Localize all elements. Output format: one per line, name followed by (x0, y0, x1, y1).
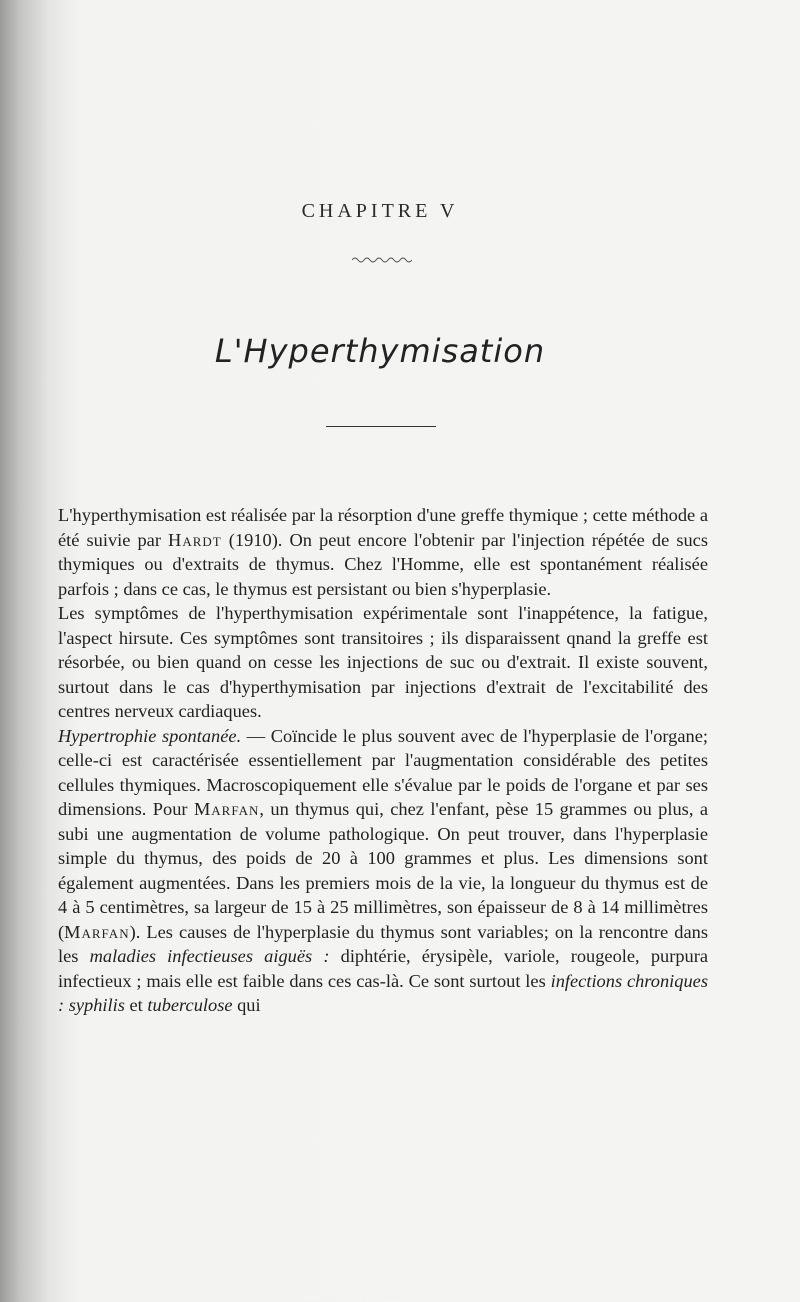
paragraph (58, 724, 708, 1018)
chapter-title: L'Hyperthymisation (214, 332, 546, 370)
text-segment: Hypertrophie spontanée. (58, 725, 242, 746)
text-segment: Marfan (64, 921, 130, 942)
text-segment: , un thymus qui, chez l'enfant, pèse 15 grammes ou plus, a subi une augmentation de volume pathologique. On peut trouver, dans l'hyperplasie simple du thymus, des poids de 20 à 100 grammes et plus. Les dimensions sont également augmentées. Dans les premiers mois de la vie, la longueur du thymus est de 4 à 5 centimètres, sa largeur de 15 à 25 millimètres, son épaisseur de 8 à 14 millimètres ( (58, 799, 708, 942)
text-segment: L'hyperthymisation est réalisée par la résorption d'une greffe thymique ; cette méthode a été suivie par (58, 505, 708, 550)
text-segment: tuberculose (147, 995, 233, 1015)
text-segment: Marfan (193, 799, 260, 819)
paragraph (58, 503, 708, 601)
text-segment: — Coïncide le plus souvent avec de l'hyperplasie de l'organe; celle-ci est caractérisée essentiellement par l'augmentation considérable des petites cellules thymiques. Macroscopiquement elle s'évalue par le poids de l'organe et par ses dimensions. Pour (58, 725, 709, 819)
text-segment: Hardt (168, 529, 222, 550)
chapter-heading: CHAPITRE V (301, 200, 459, 222)
text-segment: diphtérie, érysipèle, variole, rougeole, purpura infectieux ; mais elle est faible dans ces cas-là. Ce sont surtout les (58, 946, 709, 991)
text-segment: ). Les causes de l'hyperplasie du thymus sont variables; on la rencontre dans les (58, 921, 708, 966)
title-divider (326, 426, 436, 427)
text-segment: (1910). On peut encore l'obtenir par l'injection répétée de sucs thymiques ou d'extraits de thymus. Chez l'Homme, elle est spontanément réalisée parfois ; dans ce cas, le thymus est persistant ou bien s'hyperplasie. (58, 529, 709, 599)
wavy-ornament-icon (352, 256, 412, 264)
text-segment: Les symptômes de l'hyperthymisation expérimentale sont l'inappétence, la fatigue, l'aspect hirsute. Ces symptômes sont transitoires ; ils disparaissent qnand la greffe est résorbée, ou bien quand on cesse les injections de suc ou d'extrait. Il existe souvent, surtout dans le cas d'hyperthymisation par injections d'extrait de l'excitabilité des centres nerveux cardiaques. (58, 603, 708, 721)
text-segment: infections chroniques : syphilis (58, 970, 708, 1015)
text-segment: et (124, 995, 148, 1015)
body-text (58, 503, 708, 1018)
text-segment: maladies infectieuses aiguës : (89, 946, 330, 966)
text-segment: qui (232, 995, 261, 1015)
paragraph (58, 601, 708, 724)
